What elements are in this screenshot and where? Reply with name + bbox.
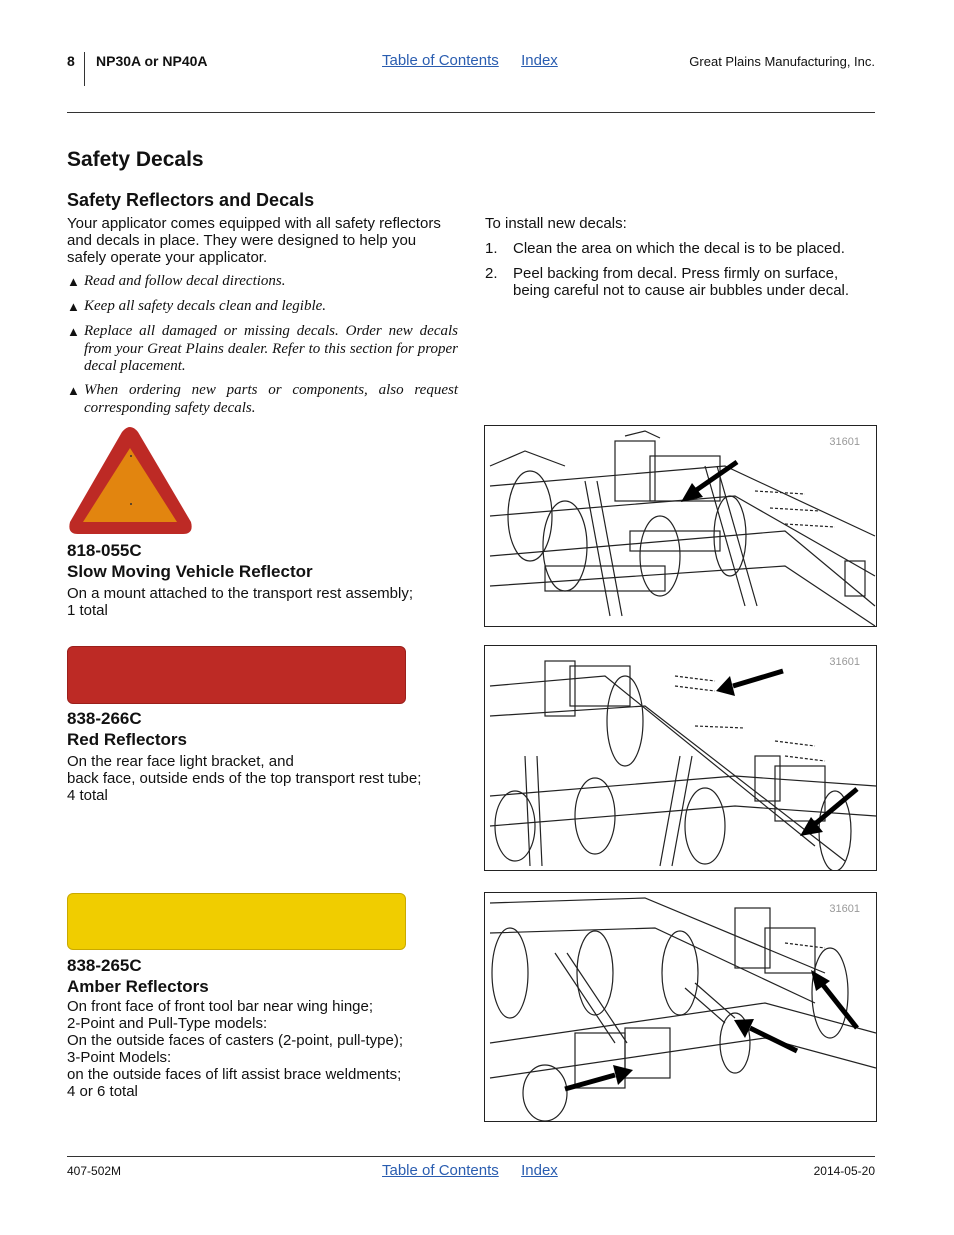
machine-illustration — [485, 646, 876, 870]
figure-number: 31601 — [829, 656, 860, 668]
amber-reflector-image — [67, 893, 406, 950]
footer-nav — [382, 1162, 558, 1179]
index-link[interactable]: Index — [521, 1162, 558, 1179]
header-rule — [67, 112, 875, 113]
doc-number: 407-502M — [67, 1164, 122, 1178]
arrow-icon — [800, 789, 857, 836]
machine-illustration — [485, 893, 876, 1121]
subsection-title: Safety Reflectors and Decals — [67, 190, 315, 210]
part-number: 838-266C — [67, 709, 142, 728]
figure-reflector-location-1 — [484, 425, 877, 627]
page-number: 8 — [67, 53, 75, 69]
part-name: Red Reflectors — [67, 730, 187, 749]
install-step: 2. Peel backing from decal. Press firmly on surface, being careful not to cause air bubbles under decal. — [485, 265, 850, 299]
arrow-icon — [716, 671, 783, 696]
footer-rule — [67, 1156, 875, 1157]
warning-triangle-icon: ▲ — [67, 274, 80, 289]
machine-illustration — [485, 426, 876, 626]
red-reflector-image — [67, 646, 406, 704]
part-description: On front face of front tool bar near wing hinge; 2-Point and Pull-Type models: On the outside faces of casters (2-point, pull-type); 3-Point Models: on the outside faces of lift assist brace weldments; 4 or 6 total — [67, 998, 403, 1100]
part-name: Slow Moving Vehicle Reflector — [67, 562, 313, 581]
install-step: 1. Clean the area on which the decal is to be placed. — [485, 240, 845, 257]
part-number: 838-265C — [67, 956, 142, 975]
part-heading — [67, 540, 313, 582]
part-number: 818-055C — [67, 541, 142, 560]
bullet-item: ▲ Replace all damaged or missing decals. Order new decals from your Great Plains dealer. Refer to this section for proper decal placement. — [67, 323, 458, 374]
part-heading — [67, 955, 209, 997]
bullet-item: ▲ When ordering new parts or components, also request corresponding safety decals. — [67, 382, 458, 416]
toc-link[interactable]: Table of Contents — [382, 1162, 499, 1179]
smv-reflector-image — [67, 426, 194, 538]
section-title: Safety Decals — [67, 148, 204, 171]
bullet-item: ▲ Keep all safety decals clean and legible. — [67, 298, 327, 314]
figure-reflector-location-2 — [484, 645, 877, 871]
index-link[interactable]: Index — [521, 52, 558, 69]
part-heading — [67, 708, 187, 750]
doc-date: 2014-05-20 — [813, 1164, 875, 1178]
install-intro: To install new decals: — [485, 215, 627, 232]
warning-triangle-icon: ▲ — [67, 299, 80, 314]
part-name: Amber Reflectors — [67, 977, 209, 996]
figure-number: 31601 — [829, 436, 860, 448]
figure-reflector-location-3 — [484, 892, 877, 1122]
model-title: NP30A or NP40A — [96, 53, 208, 69]
toc-link[interactable]: Table of Contents — [382, 52, 499, 69]
part-description: On a mount attached to the transport rest assembly; 1 total — [67, 585, 414, 619]
warning-triangle-icon: ▲ — [67, 324, 80, 339]
figure-number: 31601 — [829, 903, 860, 915]
arrow-icon — [734, 1019, 797, 1051]
part-description: On the rear face light bracket, and back face, outside ends of the top transport rest tube; 4 total — [67, 753, 422, 804]
header-divider — [84, 52, 85, 86]
header-nav — [382, 52, 558, 69]
company-name: Great Plains Manufacturing, Inc. — [689, 54, 875, 69]
intro-text: Your applicator comes equipped with all safety reflectors and decals in place. They were designed to help you safely operate your applicator. — [67, 215, 441, 266]
bullet-item: ▲ Read and follow decal directions. — [67, 273, 286, 289]
warning-triangle-icon: ▲ — [67, 383, 80, 398]
arrow-icon — [811, 970, 857, 1028]
